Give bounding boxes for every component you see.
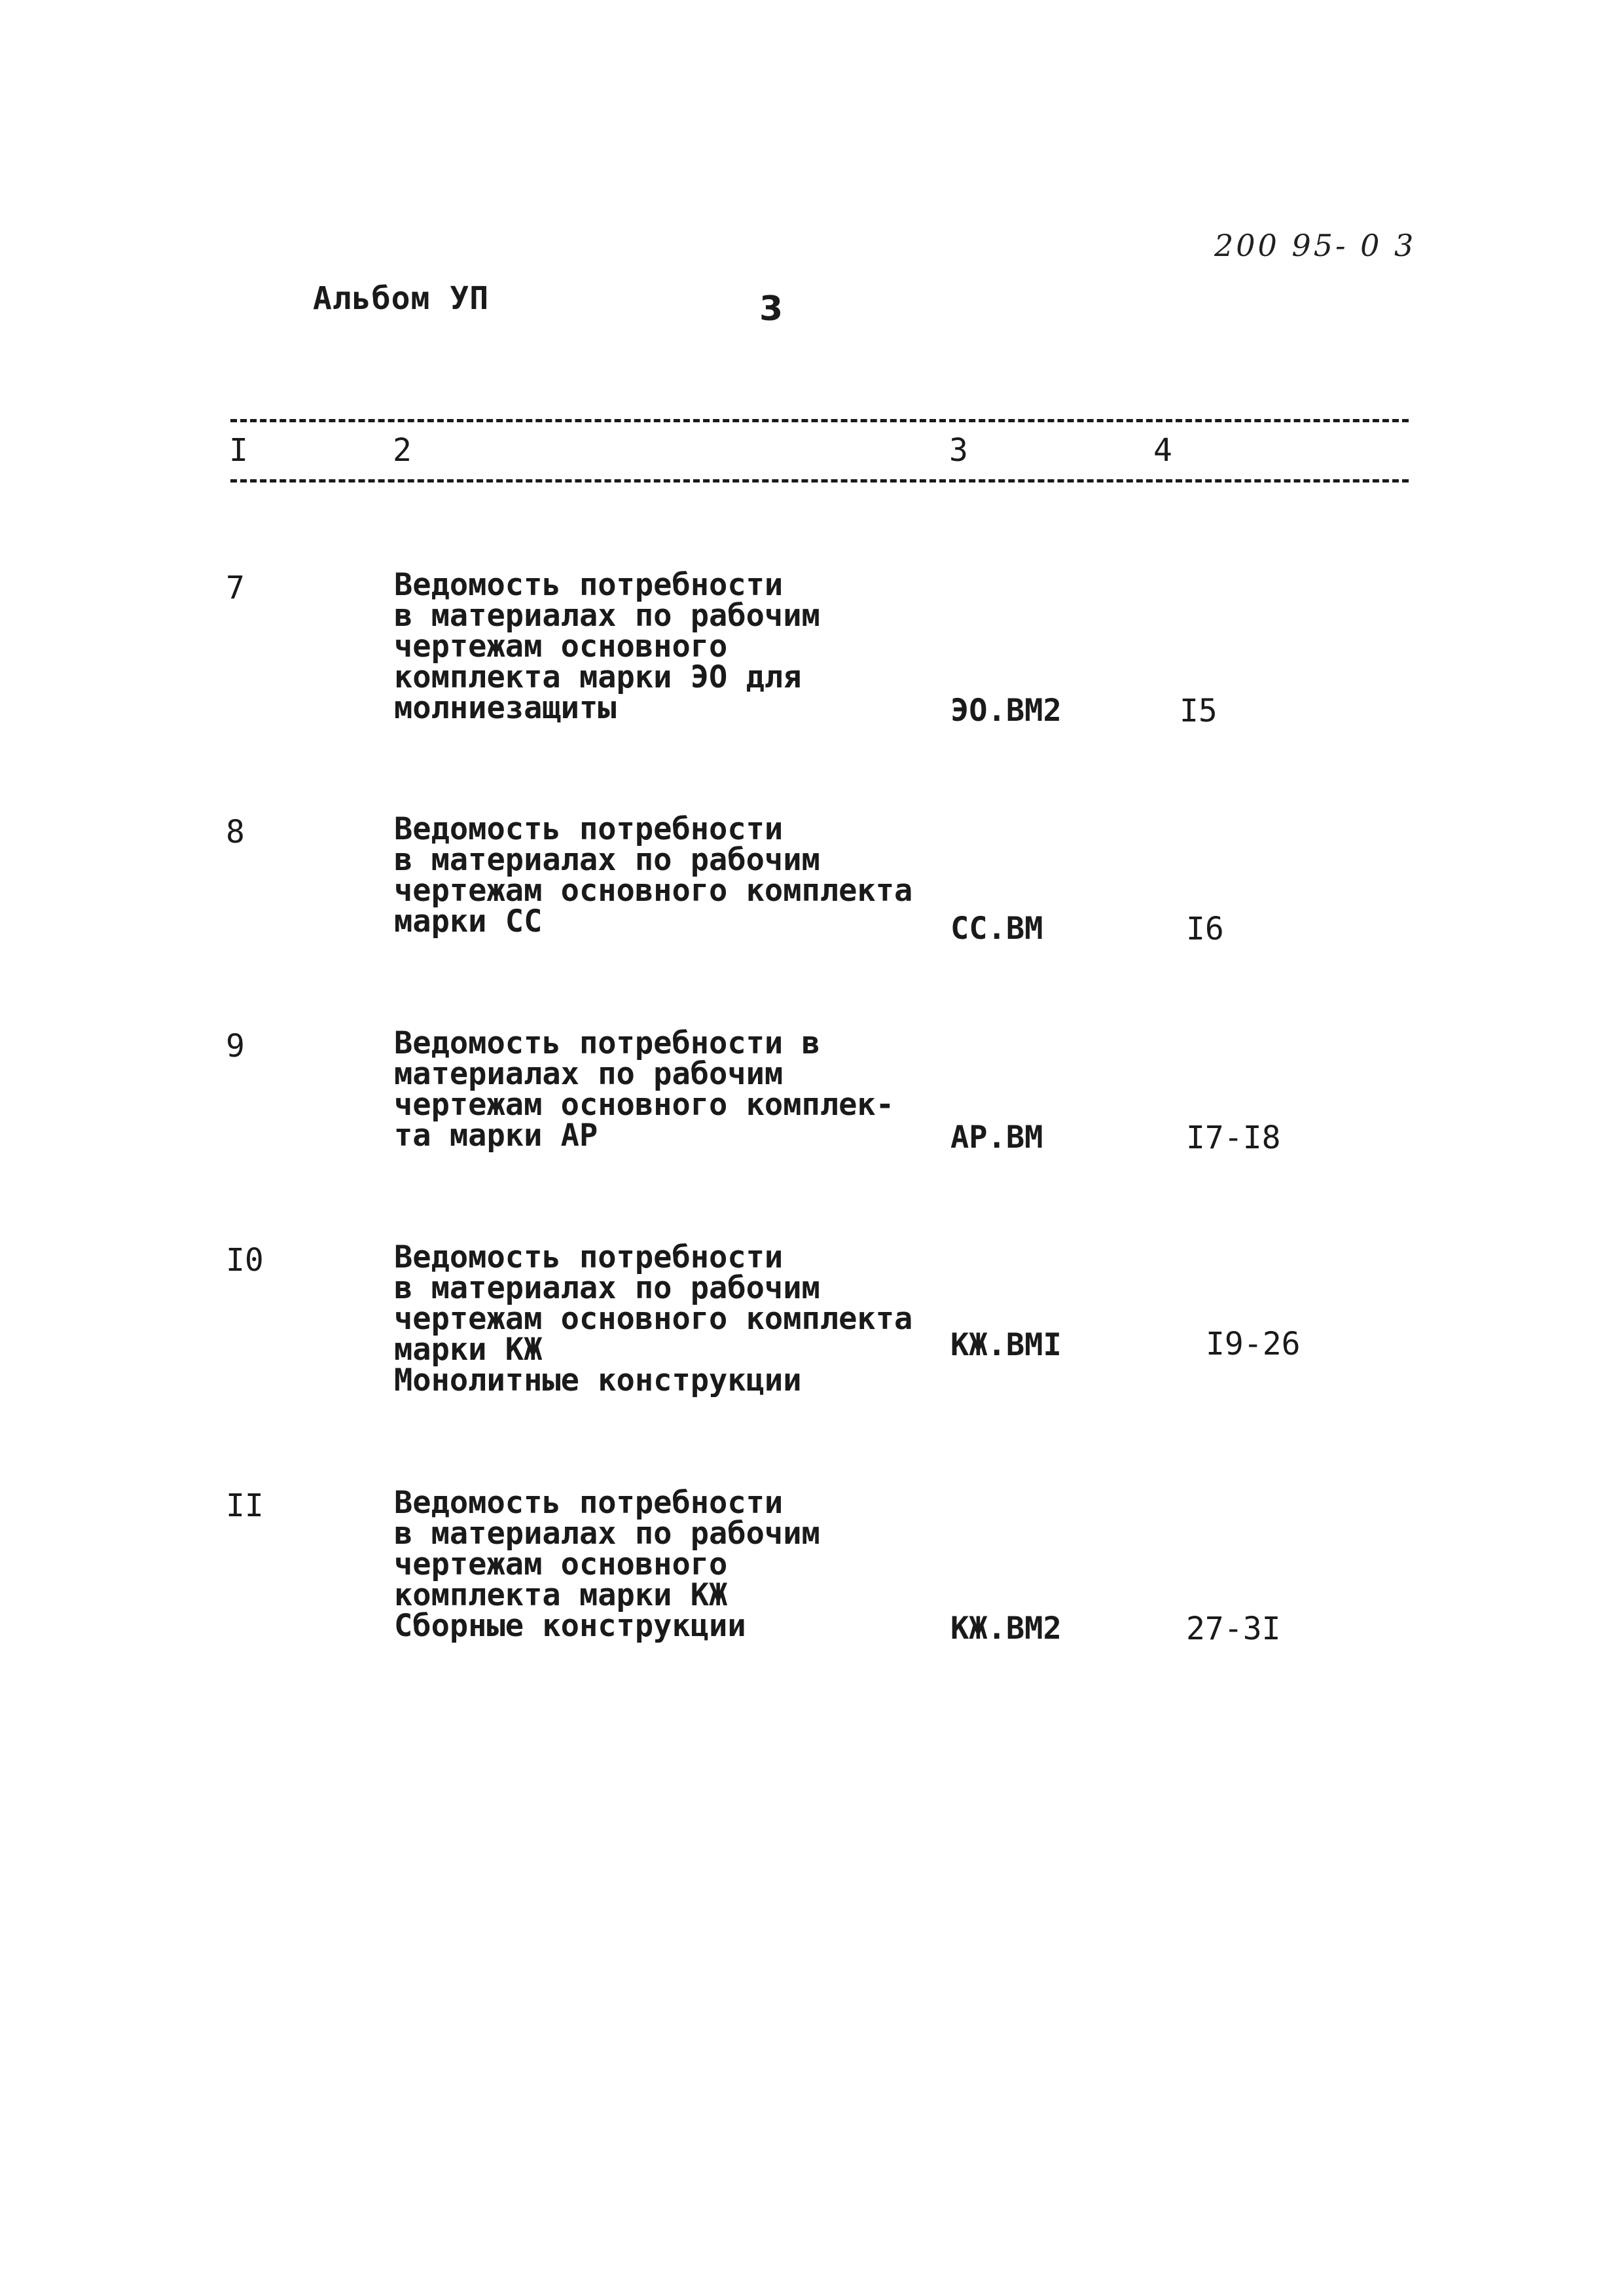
row-code: КЖ.ВМI bbox=[950, 1327, 1062, 1363]
description-line: комплекта марки КЖ bbox=[394, 1577, 728, 1613]
description-line: комплекта марки ЭО для bbox=[394, 659, 802, 695]
row-number: 9 bbox=[226, 1028, 245, 1065]
description-line: молниезащиты bbox=[394, 690, 617, 726]
row-number: 7 bbox=[226, 570, 245, 606]
description-line: марки СС bbox=[394, 903, 543, 939]
row-sheets: I5 bbox=[1180, 693, 1218, 729]
description-line: Ведомость потребности bbox=[394, 567, 784, 603]
column-header-1: I bbox=[229, 432, 248, 469]
description-line: в материалах по рабочим bbox=[394, 1270, 820, 1306]
column-header-3: 3 bbox=[949, 432, 968, 469]
description-line: в материалах по рабочим bbox=[394, 842, 820, 878]
description-line: Сборные конструкции bbox=[394, 1608, 746, 1644]
table-header-bottom-rule bbox=[230, 479, 1409, 483]
description-line: Ведомость потребности bbox=[394, 1239, 784, 1275]
row-number: 8 bbox=[226, 814, 245, 850]
handwritten-document-code: 200 95- 0 3 bbox=[1214, 228, 1416, 263]
row-sheets: I9-26 bbox=[1206, 1326, 1301, 1362]
row-code: КЖ.ВМ2 bbox=[950, 1611, 1062, 1647]
column-header-2: 2 bbox=[393, 432, 412, 469]
row-code: ЭО.ВМ2 bbox=[950, 693, 1062, 729]
description-line: чертежам основного bbox=[394, 629, 728, 665]
description-line: в материалах по рабочим bbox=[394, 1516, 820, 1552]
description-line: чертежам основного комплекта bbox=[394, 873, 913, 909]
description-line: Монолитные конструкции bbox=[394, 1362, 802, 1398]
table-header-top-rule bbox=[230, 419, 1409, 422]
description-line: Ведомость потребности в bbox=[394, 1025, 820, 1061]
description-line: марки КЖ bbox=[394, 1332, 543, 1368]
row-sheets: I6 bbox=[1186, 911, 1224, 947]
description-line: Ведомость потребности bbox=[394, 811, 784, 847]
row-sheets: 27-3I bbox=[1186, 1611, 1281, 1647]
description-line: та марки АР bbox=[394, 1118, 598, 1154]
row-code: АР.ВМ bbox=[950, 1120, 1043, 1156]
row-description bbox=[394, 567, 944, 726]
row-number: I0 bbox=[226, 1242, 264, 1279]
row-description bbox=[394, 1025, 944, 1154]
description-line: материалах по рабочим bbox=[394, 1056, 784, 1092]
row-description bbox=[394, 1239, 944, 1398]
row-code: СС.ВМ bbox=[950, 911, 1043, 947]
description-line: в материалах по рабочим bbox=[394, 598, 820, 634]
description-line: чертежам основного комплекта bbox=[394, 1301, 913, 1337]
description-line: Ведомость потребности bbox=[394, 1485, 784, 1521]
row-description bbox=[394, 811, 944, 939]
column-header-4: 4 bbox=[1153, 432, 1172, 469]
description-line: чертежам основного комплек- bbox=[394, 1087, 895, 1123]
page-number: 3 bbox=[759, 289, 784, 329]
row-description bbox=[394, 1485, 944, 1644]
row-number: II bbox=[226, 1487, 264, 1524]
description-line: чертежам основного bbox=[394, 1546, 728, 1582]
album-label: Альбом УП bbox=[313, 280, 490, 317]
row-sheets: I7-I8 bbox=[1186, 1120, 1281, 1156]
